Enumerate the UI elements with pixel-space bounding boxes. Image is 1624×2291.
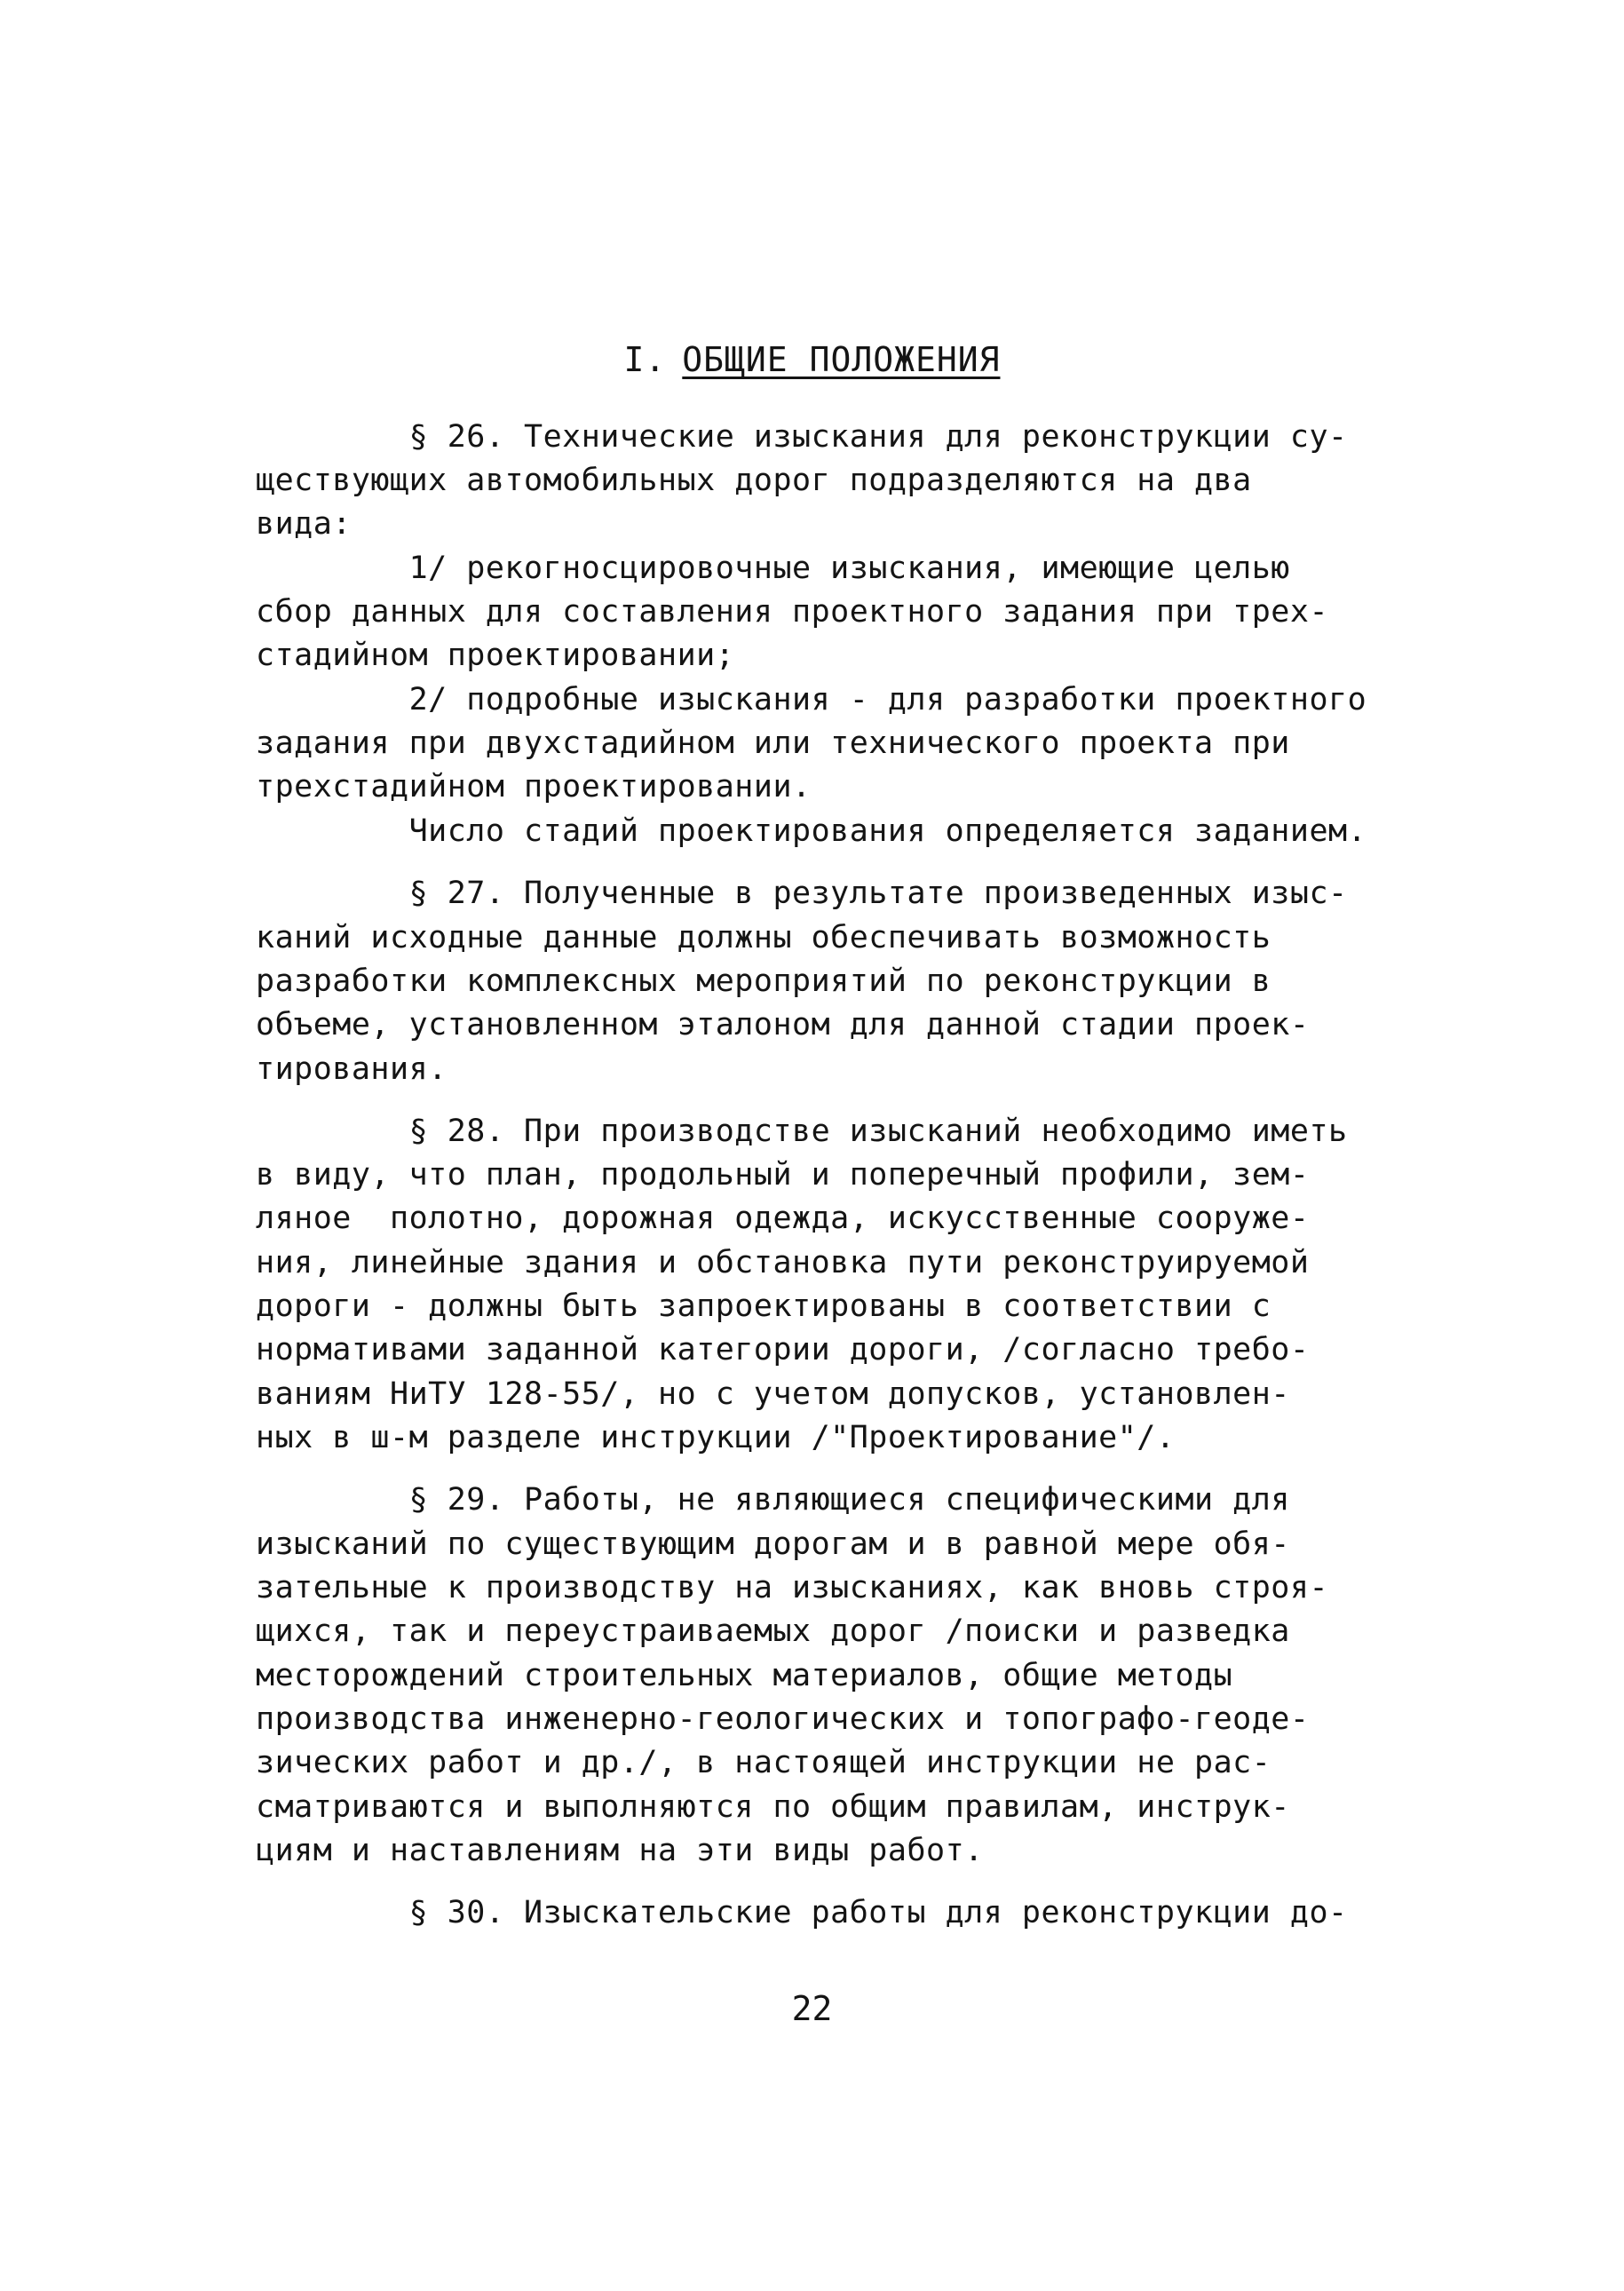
text-line: в виду, что план, продольный и поперечный профили, зем- (256, 1157, 1310, 1193)
text-line: объеме, установленном эталоном для данной стадии проек- (256, 1007, 1310, 1042)
text-line: § 26. Технические изыскания для реконструкции су- (256, 419, 1348, 455)
text-line: сбор данных для составления проектного задания при трех- (256, 594, 1329, 630)
text-line: щихся, так и переустраиваемых дорог /поиски и разведка (256, 1613, 1290, 1649)
text-line: § 30. Изыскательские работы для реконструкции до- (256, 1895, 1348, 1930)
text-line: вида: (256, 506, 352, 542)
text-line: ваниям НиТУ 128-55/, но с учетом допусков, установлен- (256, 1376, 1290, 1412)
text-line: трехстадийном проектировании. (256, 769, 812, 805)
text-line: зательные к производству на изысканиях, как вновь строя- (256, 1570, 1329, 1605)
text-line: ществующих автомобильных дорог подразделяются на два (256, 463, 1252, 498)
section-title: ОБЩИЕ ПОЛОЖЕНИЯ (682, 340, 1001, 379)
text-line: изысканий по существующим дорогам и в равной мере обя- (256, 1526, 1290, 1562)
text-line: дороги - должны быть запроектированы в соответствии с (256, 1288, 1271, 1324)
section-heading (0, 340, 1624, 379)
text-line: зических работ и др./, в настоящей инструкции не рас- (256, 1745, 1271, 1780)
text-line: ных в ш-м разделе инструкции /"Проектирование"/. (256, 1420, 1176, 1455)
text-line: тирования. (256, 1051, 448, 1087)
text-line: производства инженерно-геологических и топографо-геоде- (256, 1701, 1310, 1737)
text-line: сматриваются и выполняются по общим правилам, инструк- (256, 1789, 1290, 1825)
text-line: ния, линейные здания и обстановка пути реконструируемой (256, 1245, 1310, 1280)
text-line: § 27. Полученные в результате произведенных изыс- (256, 876, 1348, 911)
text-line: 1/ рекогносцировочные изыскания, имеющие целью (256, 551, 1290, 586)
text-line: ляное полотно, дорожная одежда, искусственные сооруже- (256, 1201, 1310, 1236)
text-line: нормативами заданной категории дороги, /согласно требо- (256, 1332, 1310, 1367)
text-line: месторождений строительных материалов, общие методы (256, 1658, 1233, 1693)
text-line: 2/ подробные изыскания - для разработки проектного (256, 682, 1367, 717)
text-line: § 28. При производстве изысканий необходимо иметь (256, 1114, 1348, 1149)
text-line: стадийном проектировании; (256, 638, 735, 673)
section-number: I. (623, 340, 667, 379)
text-line: циям и наставлениям на эти виды работ. (256, 1833, 984, 1868)
text-line: Число стадий проектирования определяется заданием. (256, 813, 1367, 849)
page-number: 22 (791, 1989, 833, 2028)
text-line: разработки комплексных мероприятий по реконструкции в (256, 963, 1271, 999)
text-line: каний исходные данные должны обеспечивать возможность (256, 920, 1271, 955)
text-line: задания при двухстадийном или технического проекта при (256, 725, 1290, 761)
text-line: § 29. Работы, не являющиеся специфическими для (256, 1482, 1290, 1518)
